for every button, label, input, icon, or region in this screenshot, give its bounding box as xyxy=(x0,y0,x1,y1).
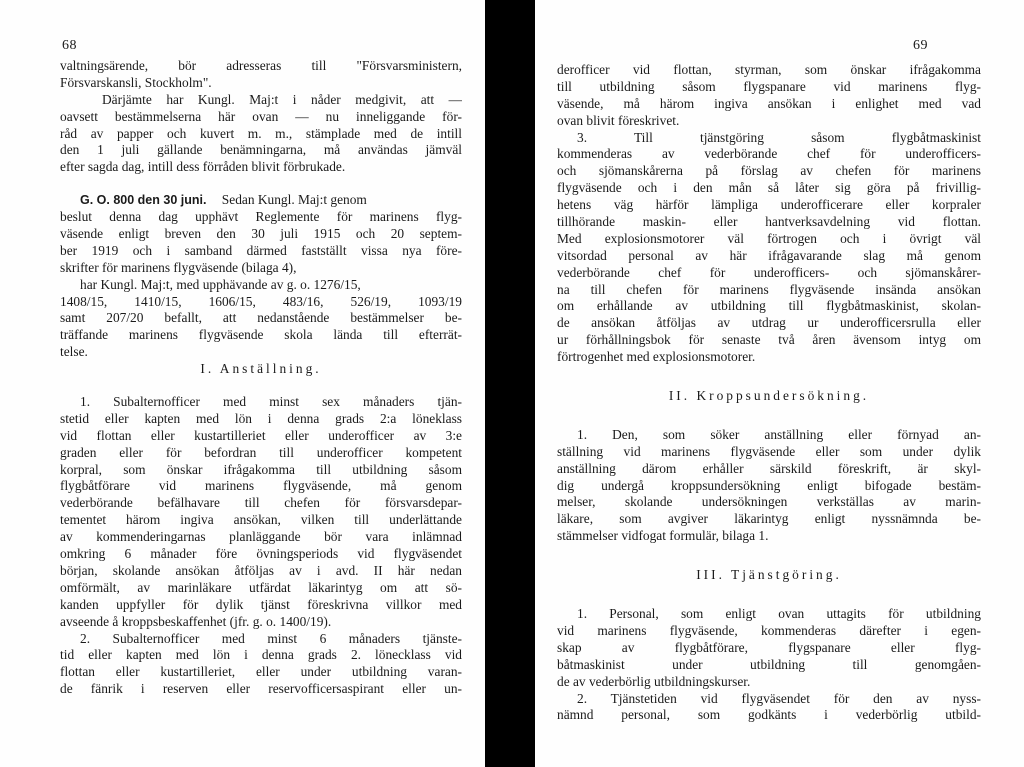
text-line: förtrogenhet med explosionsmotorer. xyxy=(557,349,756,365)
text-line: flygbåtförare vid marinens flygväsende, må genom xyxy=(60,478,462,494)
text-line: kommenderas av vederbörande chef för underofficers- xyxy=(557,146,981,162)
text-line: 2. Subalternofficer med minst 6 månaders tjänste- xyxy=(80,630,462,646)
text-line: 3. Till tjänstgöring såsom flygbåtmaskinist xyxy=(577,129,981,145)
text-line: oavsett bestämmelserna här ovan — nu inneliggande för- xyxy=(60,108,462,124)
text-line: nämnd personal, som godkänts i vederbörlig utbild- xyxy=(557,707,981,723)
text-line: 1. Den, som söker anställning eller förnyad an- xyxy=(577,426,981,442)
text-line: tementet härom ingiva ansökan, vilken till underlättande xyxy=(60,512,462,528)
text-line: Med explosionsmotorer väl förtrogen och i övrigt väl xyxy=(557,230,981,246)
text-line: av kommenderingarnas planläggande bör vara inlämnad xyxy=(60,529,462,545)
text-line: de av vederbörlig utbildningskurser. xyxy=(557,673,751,689)
text-line: beslut denna dag upphävt Reglemente för marinens flyg- xyxy=(60,209,462,225)
text-line: de ansökan åtföljas av utdrag ur underofficersrulla eller xyxy=(557,315,981,331)
text-line: dig undergå kroppsundersökning enligt bifogade bestäm- xyxy=(557,477,981,493)
text-line: vitsordad personal av här ifrågavarande slag må genom xyxy=(557,247,981,263)
order-reference: G. O. 800 den 30 juni. xyxy=(80,193,207,208)
text-line: 2. Tjänstetiden vid flygväsendet för den av nyss- xyxy=(577,690,981,706)
text-line: vederbörande befälhavare till chefen för försvarsdepar- xyxy=(60,495,462,511)
text-line: vederbörande chef för underofficers- och sjömanskårer- xyxy=(557,264,981,280)
text-line: råd av papper och kuvert m. m., stämplade med de intill xyxy=(60,125,462,141)
text-line: valtningsärende, bör adresseras till "Försvarsministern, xyxy=(60,58,462,73)
text-line: har Kungl. Maj:t, med upphävande av g. o. 1276/15, xyxy=(80,276,361,292)
left-page xyxy=(0,0,485,767)
text-line: träffande marinens flygväsende skola lända till efterrät- xyxy=(60,327,462,343)
text-line: omkring 6 månader före övningsperiods vid flygväsendet xyxy=(60,546,462,562)
text-line: väsende enligt breven den 30 juli 1915 och 20 septem- xyxy=(60,226,462,242)
text-line: derofficer vid flottan, styrman, som önskar ifrågakomma xyxy=(557,62,981,77)
text-line: vid flottan eller kustartilleriet eller underofficer av 3:e xyxy=(60,427,462,443)
text-line: Därjämte har Kungl. Maj:t i nåder medgivit, att — xyxy=(102,91,462,107)
text-line: flottan eller kustartilleriet, eller under utbildning varan- xyxy=(60,664,462,680)
text-line: 1. Subalternofficer med minst sex månaders tjän- xyxy=(80,394,462,410)
text-line: kanden uppfyller för dylik tjänst föreskrivna villkor med xyxy=(60,596,462,612)
page-number: 69 xyxy=(913,38,928,53)
text-line: stämmelser vidfogat formulär, bilaga 1. xyxy=(557,528,769,544)
text-line: melser, skolande undersökningen verkställas av marin- xyxy=(557,494,981,510)
text-line: till utbildning såsom flygspanare vid marinens flyg- xyxy=(557,78,981,94)
text-line: telse. xyxy=(60,344,88,360)
section-heading: II. Kroppsundersökning. xyxy=(668,388,870,404)
section-heading: I. Anställning. xyxy=(200,361,322,377)
text-line: läkare, som avgiver läkarintyg enligt nyssnämnda be- xyxy=(557,511,981,527)
text-line: flygväsende och i den mån så låter sig göra på frivillig- xyxy=(557,180,981,196)
section-heading: III. Tjänstgöring. xyxy=(696,567,842,583)
text-line: tillhörande maskin- eller hantverksavdelning vid flottan. xyxy=(557,214,981,230)
text-line: graden eller för befordran till underofficer kompetent xyxy=(60,444,462,460)
text-line: hetens väg härför lämpliga underofficerare eller korpraler xyxy=(557,197,981,213)
text-line: korpral, som önskar ifrågakomma till utbildning såsom xyxy=(60,461,462,477)
text-line: 1. Personal, som enligt ovan uttagits för utbildning xyxy=(577,606,981,622)
text-line: väsende, må härom ingiva ansökan i enlighet med vad xyxy=(557,95,981,111)
text-line: Sedan Kungl. Maj:t genom xyxy=(221,192,367,208)
text-line: ovan blivit föreskrivet. xyxy=(557,112,680,128)
text-line: och sjömanskårerna på förslag av chefen för marinens xyxy=(557,163,981,179)
text-line: början, skolande ansökan åtföljas av i avd. II här nedan xyxy=(60,562,462,578)
text-line: skap av flygbåtförare, flygspanare eller flyg- xyxy=(557,639,981,655)
order-heading-line xyxy=(60,192,462,209)
right-page xyxy=(535,0,1024,767)
text-line: omförmält, av marinläkare utfärdat läkarintyg om att sö- xyxy=(60,579,462,595)
text-line: de fänrik i reserven eller reservofficersaspirant eller un- xyxy=(60,681,462,697)
text-line: ber 1919 och i samband därmed fastställt vissa nya före- xyxy=(60,242,462,258)
text-line: stetid eller kapten med lön i denna grads 2:a löneklass xyxy=(60,410,462,426)
text-line: om erhållande av utbildning till flygbåtmaskinist, skolan- xyxy=(557,298,981,314)
text-line: anställning därom erhåller särskild föreskrift, är skyl- xyxy=(557,460,981,476)
text-line: ur förhållningsbok för senaste två åren ävensom intyg om xyxy=(557,332,981,348)
text-line: tid eller kapten med lön i denna grads 2. lönecklass vid xyxy=(60,647,462,663)
text-line: samt 207/20 befallt, att nedanstående bestämmelser be- xyxy=(60,310,462,326)
page-number: 68 xyxy=(62,38,77,53)
text-line: skrifter för marinens flygväsende (bilaga 4), xyxy=(60,259,297,275)
text-line: Försvarskansli, Stockholm". xyxy=(60,74,212,90)
text-line: na till chefen för marinens flygväsende insända ansökan xyxy=(557,281,981,297)
text-line: avseende å kroppsbeskaffenhet (jfr. g. o. 1400/19). xyxy=(60,613,332,629)
text-line: 1408/15, 1410/15, 1606/15, 483/16, 526/19, 1093/19 xyxy=(60,293,462,309)
text-line: efter sagda dag, intill dess förråden blivit förbrukade. xyxy=(60,159,346,175)
text-line: båtmaskinist under utbildning till genomgåen- xyxy=(557,656,981,672)
text-line: ställning vid marinens flygväsende eller som under dylik xyxy=(557,443,981,459)
text-line: vid marinens flygväsende, kommenderas därefter i egen- xyxy=(557,622,981,638)
text-line: den 1 juli gällande benämningarna, må användas jämväl xyxy=(60,142,462,158)
